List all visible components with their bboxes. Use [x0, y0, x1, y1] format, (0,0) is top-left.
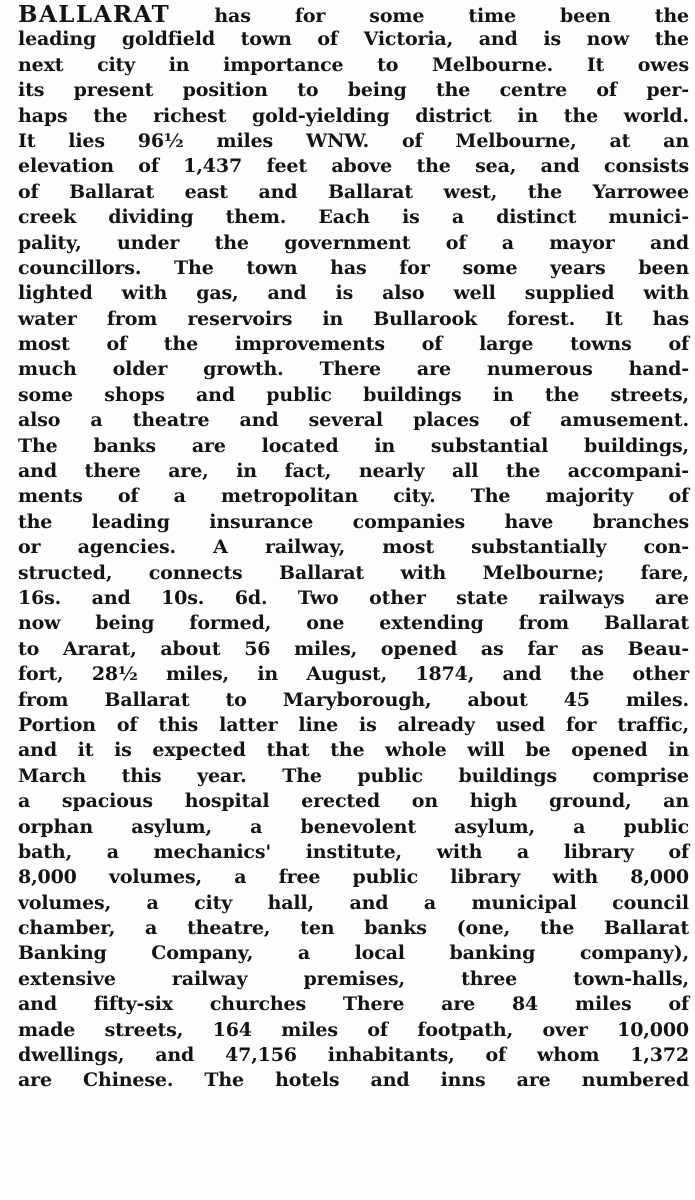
article-line-4: its present position to being the centre of per- — [18, 79, 689, 102]
article-line-20: ments of a metropolitan city. The majority of — [18, 485, 689, 508]
line-text: has for some time been the — [170, 5, 689, 27]
article-line-24: 16s. and 10s. 6d. Two other state railways are — [18, 586, 689, 609]
lead-word: BALLARAT — [18, 1, 171, 28]
article-line-5: haps the richest gold-yielding district in the world. — [18, 104, 689, 127]
article-line-7: elevation of 1,437 feet above the sea, and consists — [18, 155, 689, 178]
article-line-9: creek dividing them. Each is a distinct munici- — [18, 206, 689, 229]
article-line-3: next city in importance to Melbourne. It owes — [18, 53, 689, 76]
article-line-18: The banks are located in substantial buildings, — [18, 434, 689, 457]
article-line-8: of Ballarat east and Ballarat west, the Yarrowee — [18, 180, 689, 203]
article-line-29: Portion of this latter line is already used for traffic, — [18, 713, 689, 736]
article-line-27: fort, 28½ miles, in August, 1874, and the other — [18, 663, 689, 686]
article-line-38: Banking Company, a local banking company), — [18, 942, 689, 965]
article-line-42: dwellings, and 47,156 inhabitants, of whom 1,372 — [18, 1044, 689, 1067]
article-line-37: chamber, a theatre, ten banks (one, the Ballarat — [18, 917, 689, 940]
article-line-14: most of the improvements of large towns of — [18, 333, 689, 356]
article-line-21: the leading insurance companies have branches — [18, 510, 689, 533]
article-line-41: made streets, 164 miles of footpath, over 10,000 — [18, 1018, 689, 1041]
article-line-26: to Ararat, about 56 miles, opened as far as Beau- — [18, 637, 689, 660]
article-line-32: a spacious hospital erected on high ground, an — [18, 790, 689, 813]
article-line-23: structed, connects Ballarat with Melbourne; fare, — [18, 561, 689, 584]
article-line-43: are Chinese. The hotels and inns are numbered — [18, 1069, 689, 1092]
article-line-17: also a theatre and several places of amusement. — [18, 409, 689, 432]
article-line-31: March this year. The public buildings comprise — [18, 764, 689, 787]
article-line-40: and fifty-six churches There are 84 miles of — [18, 993, 689, 1016]
article-line-30: and it is expected that the whole will be opened in — [18, 739, 689, 762]
article-line-15: much older growth. There are numerous hand- — [18, 358, 689, 381]
article-line-13: water from reservoirs in Bullarook forest. It has — [18, 307, 689, 330]
article-line-11: councillors. The town has for some years been — [18, 256, 689, 279]
article-line-1 — [18, 2, 689, 27]
article-text — [18, 2, 689, 1094]
article-line-12: lighted with gas, and is also well supplied with — [18, 282, 689, 305]
article-line-33: orphan asylum, a benevolent asylum, a public — [18, 815, 689, 838]
article-line-36: volumes, a city hall, and a municipal council — [18, 891, 689, 914]
article-line-34: bath, a mechanics' institute, with a library of — [18, 840, 689, 863]
article-line-28: from Ballarat to Maryborough, about 45 miles. — [18, 688, 689, 711]
article-line-6: It lies 96½ miles WNW. of Melbourne, at an — [18, 129, 689, 152]
article-line-39: extensive railway premises, three town-halls, — [18, 967, 689, 990]
article-line-2: leading goldfield town of Victoria, and is now the — [18, 28, 689, 51]
article-line-10: pality, under the government of a mayor and — [18, 231, 689, 254]
article-line-22: or agencies. A railway, most substantially con- — [18, 536, 689, 559]
article-line-25: now being formed, one extending from Ballarat — [18, 612, 689, 635]
article-line-16: some shops and public buildings in the streets, — [18, 383, 689, 406]
article-line-19: and there are, in fact, nearly all the accompani- — [18, 460, 689, 483]
article-line-35: 8,000 volumes, a free public library with 8,000 — [18, 866, 689, 889]
